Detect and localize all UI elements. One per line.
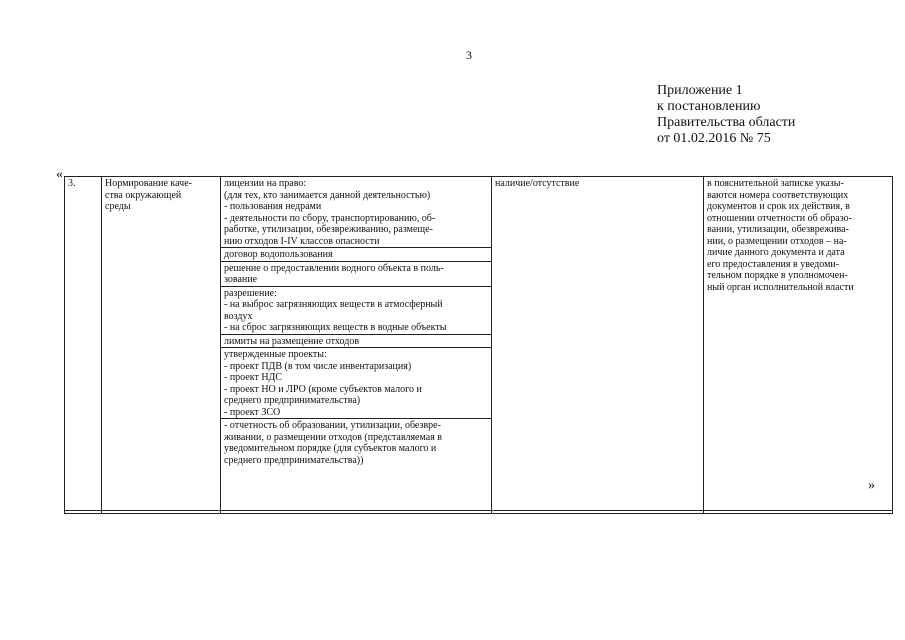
document-line: воздух — [224, 310, 253, 322]
row-number: 3. — [68, 178, 76, 189]
criteria-cell — [492, 177, 704, 511]
row-name-line: среды — [105, 201, 131, 212]
document-block — [221, 248, 491, 262]
note-line: нии, о размещении отходов – на- — [707, 235, 847, 247]
document-block — [221, 177, 491, 248]
appendix-line: Приложение 1 — [657, 83, 743, 98]
empty-cell — [492, 511, 704, 514]
note-line: ный орган исполнительной власти — [707, 281, 854, 293]
documents-list — [221, 177, 491, 466]
document-line: - отчетность об образовании, утилизации, обезвре- — [224, 420, 441, 431]
document-line: уведомительном порядке (для субъектов малого и — [224, 443, 437, 454]
empty-cell — [704, 511, 893, 514]
empty-cell — [65, 511, 102, 514]
document-line: - проект НДС — [224, 372, 283, 383]
empty-cell — [221, 511, 492, 514]
row-name-line: Нормирование каче- — [105, 178, 192, 189]
document-line: - деятельности по сбору, транспортированию, об- — [224, 212, 436, 224]
closing-quote: » — [868, 478, 875, 493]
documents-cell — [221, 177, 492, 511]
document-line: нию отходов I-IV классов опасности — [224, 235, 380, 247]
note-cell — [704, 177, 893, 511]
document-line: зование — [224, 274, 258, 285]
note-line: отношении отчетности об образо- — [707, 212, 852, 224]
document-line: утвержденные проекты: — [224, 349, 327, 360]
page-number: 3 — [466, 48, 472, 62]
note-line: тельном порядке в уполномочен- — [707, 270, 848, 281]
document-line: договор водопользования — [224, 249, 333, 260]
document-block — [221, 287, 491, 335]
note-line: ваются номера соответствующих — [707, 189, 849, 201]
note-line: вании, утилизации, обезврежива- — [707, 224, 849, 235]
row-number-cell — [65, 177, 102, 511]
document-line: работке, утилизации, обезвреживанию, размеще- — [224, 224, 433, 235]
document-line: - пользования недрами — [224, 201, 322, 212]
document-block — [221, 348, 491, 419]
appendix-header — [657, 83, 795, 147]
note-line: документов и срок их действия, в — [707, 201, 850, 212]
document-line: живании, о размещении отходов (представляемая в — [224, 431, 443, 443]
document-line: - на сброс загрязняющих веществ в водные объекты — [224, 322, 447, 333]
document-line: - проект НО и ЛРО (кроме субъектов малого и — [224, 383, 422, 395]
row-name-cell — [102, 177, 221, 511]
empty-cell — [102, 511, 221, 514]
document-line: (для тех, кто занимается данной деятельностью) — [224, 189, 431, 201]
opening-quote: « — [56, 167, 63, 182]
note-line: личие данного документа и дата — [707, 247, 845, 258]
document-line: среднего предпринимательства)) — [224, 454, 364, 466]
document-line: лимиты на размещение отходов — [224, 335, 360, 347]
document-block — [221, 335, 491, 349]
note-text — [707, 178, 889, 293]
document-line: среднего предпринимательства) — [224, 395, 361, 406]
document-line: разрешение: — [224, 287, 277, 299]
document-block — [221, 262, 491, 287]
document-block — [221, 419, 491, 466]
note-line: в пояснительной записке указы- — [707, 178, 844, 189]
document-line: лицензии на право: — [224, 178, 307, 189]
table-bottom-row — [65, 511, 893, 514]
document-line: решение о предоставлении водного объекта в поль- — [224, 262, 444, 274]
document-line: - проект ЗСО — [224, 406, 281, 418]
document-line: - на выброс загрязняющих веществ в атмосферный — [224, 299, 443, 310]
requirements-table — [64, 176, 893, 514]
document-line: - проект ПДВ (в том числе инвентаризация) — [224, 360, 412, 372]
note-line: его предоставления в уведоми- — [707, 258, 840, 270]
appendix-line: Правительства области — [657, 115, 796, 130]
criteria-text: наличие/отсутствие — [495, 178, 580, 189]
row-name-line: ства окружающей — [105, 189, 182, 201]
table-row — [65, 177, 893, 511]
appendix-line: к постановлению — [657, 99, 761, 114]
appendix-line: от 01.02.2016 № 75 — [657, 131, 771, 146]
